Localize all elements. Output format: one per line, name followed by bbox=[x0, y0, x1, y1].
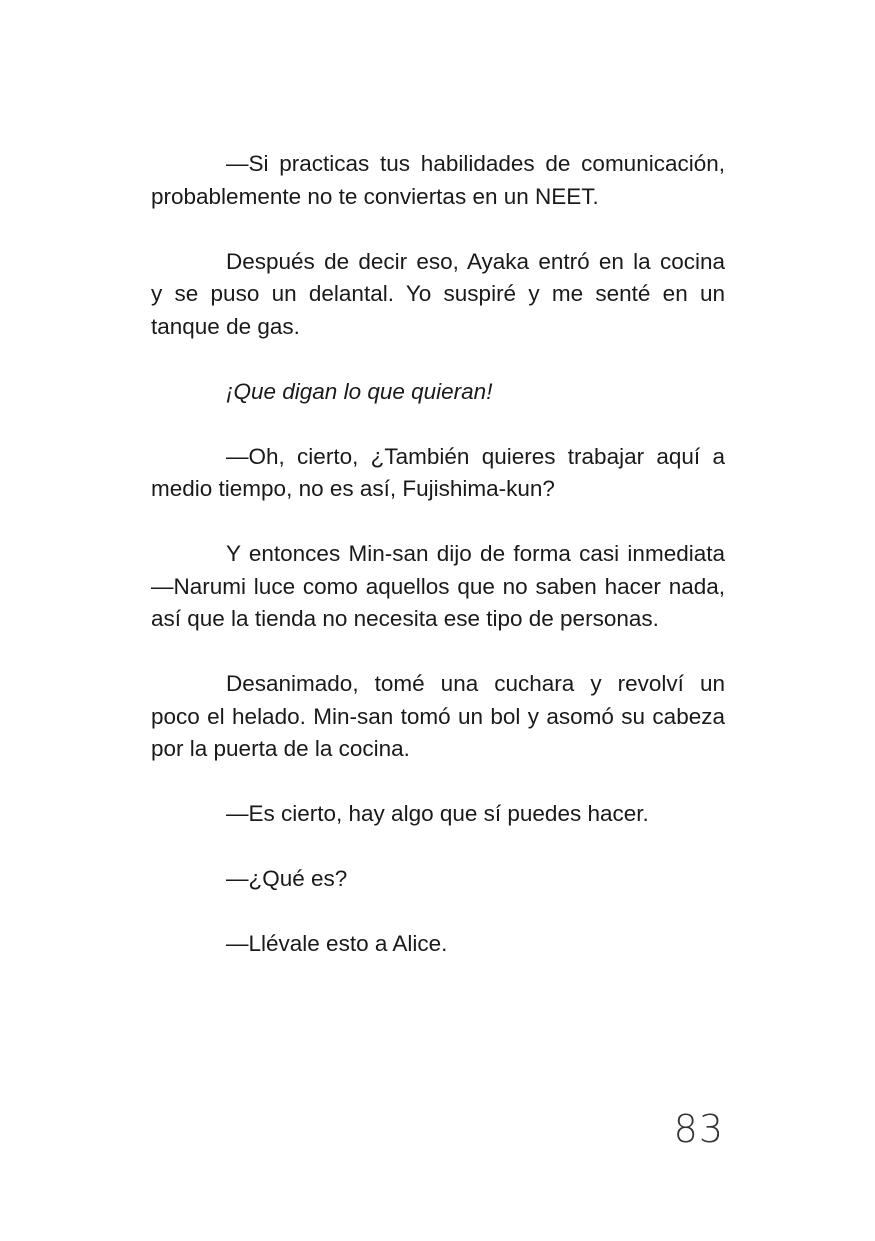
page-body bbox=[151, 148, 725, 993]
text-line: y se puso un delantal. Yo suspiré y me senté en un bbox=[151, 281, 725, 306]
paragraph bbox=[151, 928, 725, 961]
text-line: Después de decir eso, Ayaka entró en la cocina bbox=[226, 248, 725, 274]
text-line: poco el helado. Min-san tomó un bol y asomó su cabeza bbox=[151, 703, 725, 729]
text-line: Desanimado, tomé una cuchara y revolví un bbox=[226, 671, 725, 696]
paragraph bbox=[151, 538, 725, 636]
paragraph bbox=[151, 798, 725, 831]
text-line: por la puerta de la cocina. bbox=[151, 736, 410, 761]
paragraph bbox=[151, 246, 725, 344]
text-line: —Llévale esto a Alice. bbox=[226, 931, 448, 956]
text-line: —Si practicas tus habilidades de comunicación, bbox=[226, 151, 725, 176]
text-line: medio tiempo, no es así, Fujishima-kun? bbox=[151, 476, 555, 501]
paragraph bbox=[151, 376, 725, 409]
text-line: —Narumi luce como aquellos que no saben hacer nada, bbox=[151, 573, 725, 599]
paragraph bbox=[151, 148, 725, 213]
paragraph bbox=[151, 441, 725, 506]
text-line: —¿Qué es? bbox=[226, 866, 348, 891]
paragraph bbox=[151, 863, 725, 896]
text-line: ¡Que digan lo que quieran! bbox=[226, 378, 493, 404]
text-line: —Oh, cierto, ¿También quieres trabajar aquí a bbox=[226, 443, 725, 469]
text-line: Y entonces Min-san dijo de forma casi inmediata bbox=[226, 541, 725, 566]
text-line: —Es cierto, hay algo que sí puedes hacer. bbox=[226, 801, 649, 826]
paragraph bbox=[151, 668, 725, 766]
text-line: tanque de gas. bbox=[151, 313, 300, 339]
page-number: 83 bbox=[673, 1107, 724, 1151]
text-line: así que la tienda no necesita ese tipo de personas. bbox=[151, 606, 659, 631]
text-line: probablemente no te conviertas en un NEET. bbox=[151, 183, 599, 209]
